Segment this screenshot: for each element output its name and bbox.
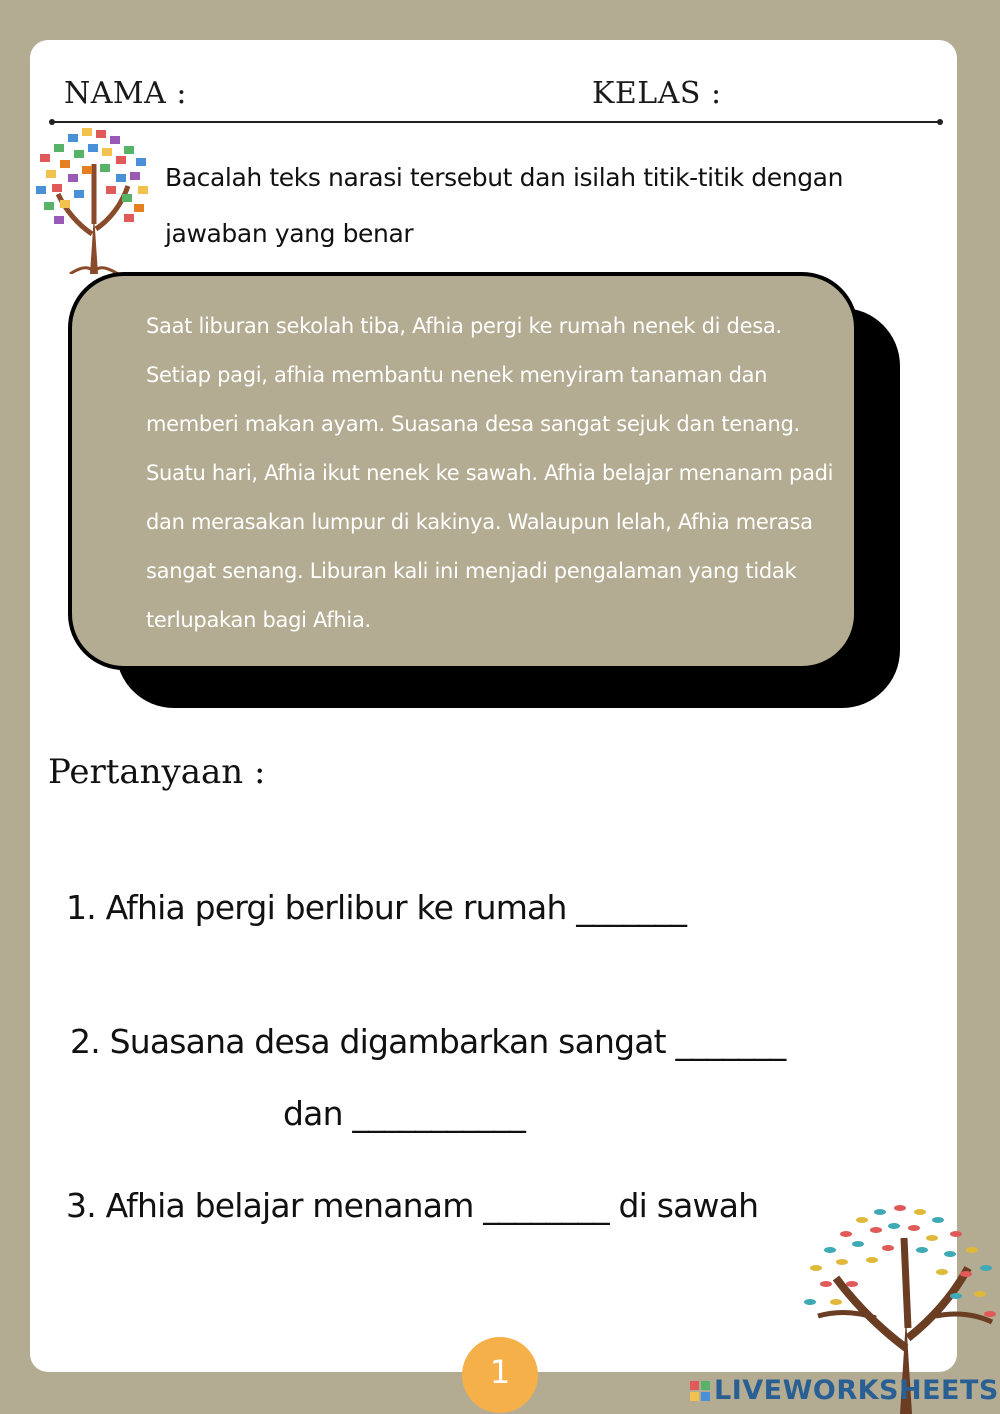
question-3: 3. Afhia belajar menanam ________ di sawah (66, 1186, 759, 1225)
questions-heading: Pertanyaan : (48, 752, 266, 792)
page-number-badge: 1 (462, 1337, 538, 1413)
liveworksheets-logo (690, 1375, 999, 1406)
header-divider (52, 121, 940, 123)
question-1: 1. Afhia pergi berlibur ke rumah _______ (66, 888, 687, 927)
class-label: KELAS : (592, 76, 722, 111)
question-2-continuation: dan ___________ (283, 1094, 526, 1133)
question-2: 2. Suasana desa digambarkan sangat _______ (70, 1022, 786, 1061)
brand-name: LIVEWORKSHEETS (714, 1375, 999, 1406)
story-text: Saat liburan sekolah tiba, Afhia pergi ke rumah nenek di desa. Setiap pagi, afhia membantu nenek menyiram tanaman dan memberi makan ayam. Suasana desa sangat sejuk dan tenang. Suatu hari, Afhia ikut nenek ke sawah. Afhia belajar menanam padi dan merasakan lumpur di kakinya. Walaupun lelah, Afhia merasa sangat senang. Liburan kali ini menjadi pengalaman yang tidak terlupakan bagi Afhia. (146, 314, 834, 632)
book-tree-icon (30, 124, 158, 274)
liveworksheets-logo-icon (690, 1381, 710, 1401)
instruction-text: Bacalah teks narasi tersebut dan isilah titik-titik dengan jawaban yang benar (165, 163, 844, 248)
name-label: NAMA : (64, 76, 187, 111)
